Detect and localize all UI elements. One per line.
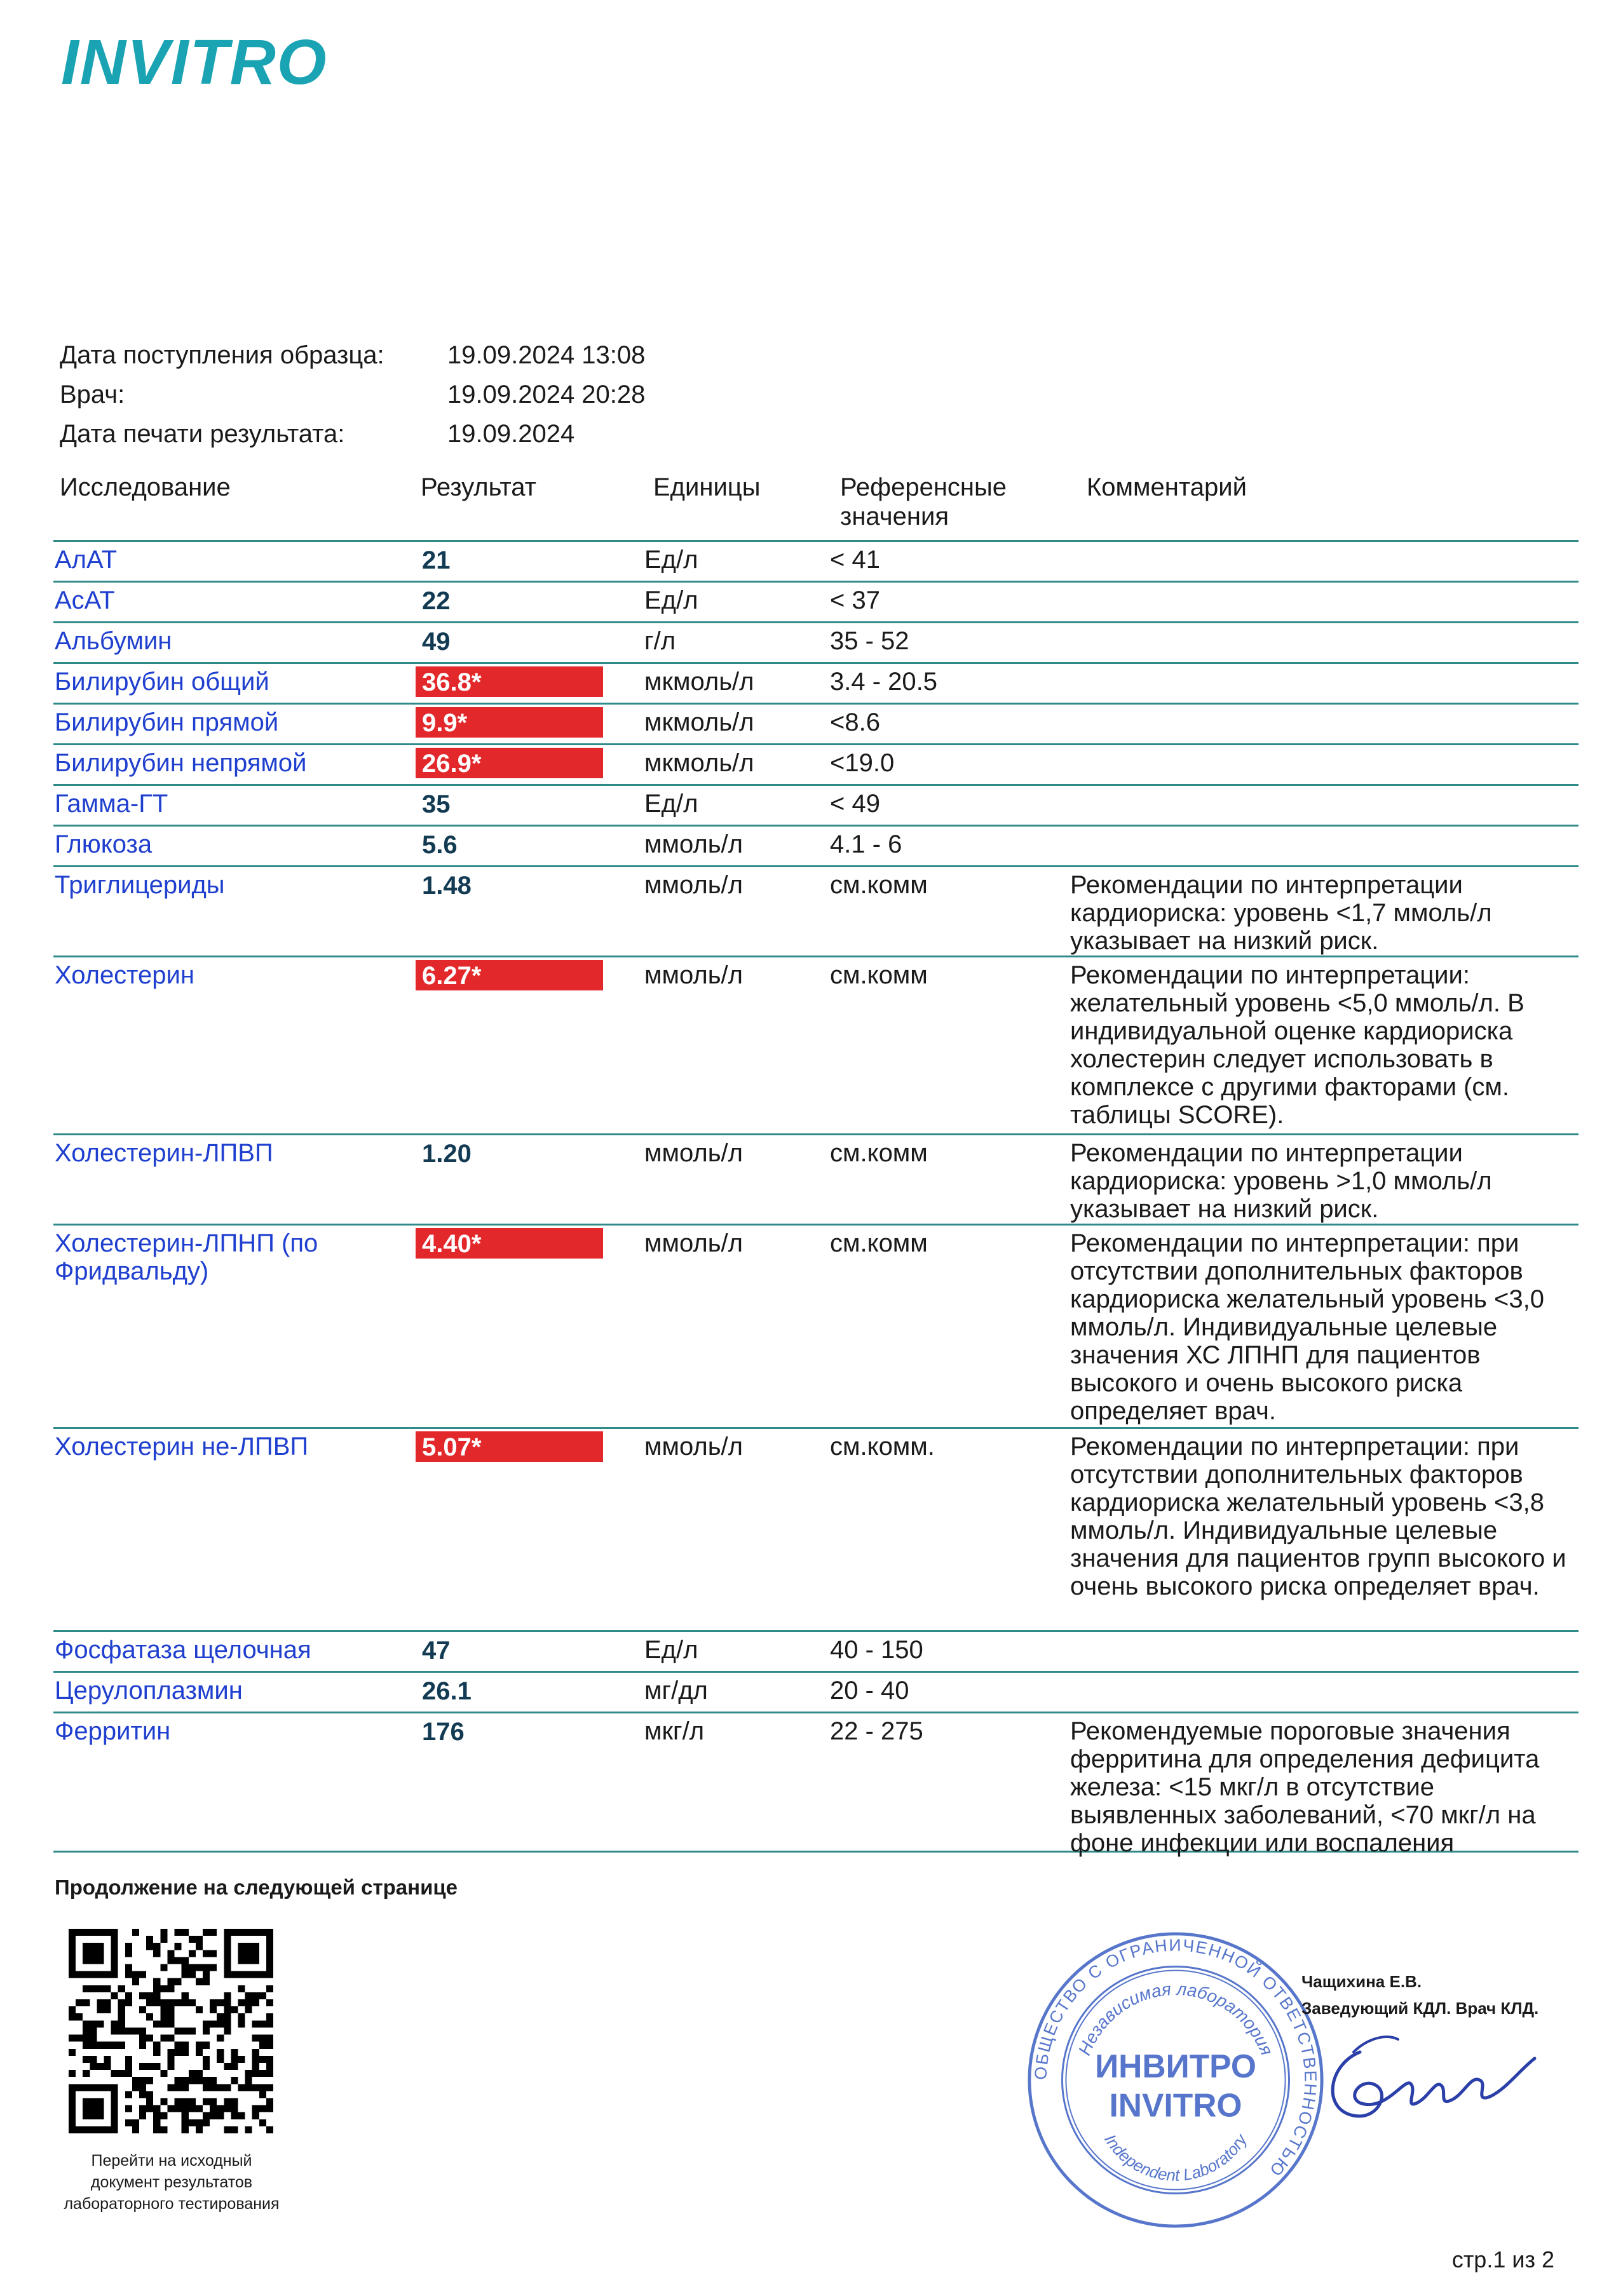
stamp-bottom-text: Independent Laboratory xyxy=(1101,2131,1251,2185)
meta-row xyxy=(60,414,645,454)
test-units: Ед/л xyxy=(644,586,698,614)
test-name: Триглицериды xyxy=(55,871,225,899)
test-comment: Рекомендации по интерпретации кардиориска: уровень <1,7 ммоль/л указывает на низкий риск. xyxy=(1070,871,1492,955)
table-row xyxy=(53,662,1579,703)
test-reference: 40 - 150 xyxy=(830,1636,923,1664)
table-row xyxy=(53,743,1579,784)
test-comment: Рекомендуемые пороговые значения ферритина для определения дефицита железа: <15 мкг/л в отсутствие выявленных заболеваний, <70 мкг/л на фоне инфекции или воспаления xyxy=(1070,1717,1540,1857)
test-reference: см.комм xyxy=(830,1229,928,1257)
test-result-flagged: 9.9* xyxy=(416,707,603,738)
sample-meta xyxy=(60,335,645,454)
test-units: ммоль/л xyxy=(644,830,743,858)
test-name: Глюкоза xyxy=(55,830,153,858)
test-units: ммоль/л xyxy=(644,1229,743,1257)
test-name: Холестерин-ЛПНП (по Фридвальду) xyxy=(55,1229,318,1285)
test-result: 22 xyxy=(422,587,451,615)
test-comment: Рекомендации по интерпретации кардиориска: уровень >1,0 ммоль/л указывает на низкий риск. xyxy=(1070,1139,1492,1223)
test-name: Билирубин непрямой xyxy=(55,749,307,777)
table-row xyxy=(53,1630,1579,1671)
test-reference: 4.1 - 6 xyxy=(830,830,902,858)
header-reference-line1: Референсные xyxy=(840,473,1007,501)
meta-row xyxy=(60,335,645,375)
table-row xyxy=(53,1712,1579,1857)
test-units: Ед/л xyxy=(644,1636,698,1664)
table-row xyxy=(53,956,1579,1133)
test-name: Билирубин прямой xyxy=(55,708,279,736)
continuation-note: Продолжение на следующей странице xyxy=(55,1875,458,1899)
meta-value: 19.09.2024 13:08 xyxy=(447,341,646,369)
table-row xyxy=(53,703,1579,743)
invitro-logo: INVITRO xyxy=(61,27,328,98)
table-header xyxy=(60,473,1579,536)
test-name: Билирубин общий xyxy=(55,668,269,696)
test-name: Холестерин-ЛПВП xyxy=(55,1139,273,1167)
stamp-center-line2: INVITRO xyxy=(1109,2086,1242,2124)
meta-label: Дата печати результата: xyxy=(60,420,345,448)
table-row xyxy=(53,540,1579,581)
header-units: Единицы xyxy=(653,473,761,501)
table-row xyxy=(53,621,1579,662)
test-result: 35 xyxy=(422,790,451,818)
test-name: Холестерин не-ЛПВП xyxy=(55,1433,309,1461)
table-row xyxy=(53,865,1579,956)
test-result: 49 xyxy=(422,628,451,656)
results-table xyxy=(53,540,1579,1857)
table-row xyxy=(53,1427,1579,1630)
test-name: Холестерин xyxy=(55,961,194,989)
meta-label: Врач: xyxy=(60,381,125,409)
handwritten-signature-icon xyxy=(1315,2014,1544,2141)
test-result-flagged: 36.8* xyxy=(416,666,603,697)
test-reference: 20 - 40 xyxy=(830,1677,909,1705)
table-row xyxy=(53,784,1579,825)
stamp-inner-text: Независимая лаборатория xyxy=(1074,1978,1277,2058)
header-reference xyxy=(840,473,1007,531)
test-units: ммоль/л xyxy=(644,1139,743,1167)
qr-caption xyxy=(44,2150,299,2215)
table-row xyxy=(53,825,1579,865)
table-row xyxy=(53,1133,1579,1224)
test-reference: 22 - 275 xyxy=(830,1717,923,1745)
test-comment: Рекомендации по интерпретации: при отсутствии дополнительных факторов кардиориска желательный уровень <3,0 ммоль/л. Индивидуальные целевые значения ХС ЛПНП для пациентов высокого и очень высокого риска определяет врач. xyxy=(1070,1229,1544,1425)
table-row xyxy=(53,581,1579,621)
test-comment: Рекомендации по интерпретации: желательный уровень <5,0 ммоль/л. В индивидуальной оценке кардиориска холестерин следует использовать в комплексе с другими факторами (см. таблицы SCORE). xyxy=(1070,961,1525,1129)
test-reference: см.комм. xyxy=(830,1433,935,1461)
table-row xyxy=(53,1671,1579,1712)
stamp-center-line1: ИНВИТРО xyxy=(1095,2048,1256,2085)
qr-caption-line: документ результатов xyxy=(90,2173,253,2191)
test-reference: < 41 xyxy=(830,546,880,574)
signer-name: Чащихина Е.В. xyxy=(1301,1972,1422,1991)
test-reference: 3.4 - 20.5 xyxy=(830,668,938,696)
test-units: мкг/л xyxy=(644,1717,705,1745)
meta-value: 19.09.2024 20:28 xyxy=(447,381,646,409)
test-units: г/л xyxy=(644,627,676,655)
test-result: 5.6 xyxy=(422,831,458,859)
qr-code-icon[interactable] xyxy=(69,1929,273,2133)
qr-caption-line: Перейти на исходный xyxy=(91,2152,252,2170)
test-reference: <19.0 xyxy=(830,749,895,777)
test-units: ммоль/л xyxy=(644,1433,743,1461)
test-result: 21 xyxy=(422,546,451,574)
qr-caption-line: лабораторного тестирования xyxy=(64,2195,280,2213)
test-units: ммоль/л xyxy=(644,871,743,899)
test-reference: < 49 xyxy=(830,790,880,818)
test-result: 1.48 xyxy=(422,872,472,900)
test-name: Ферритин xyxy=(55,1717,171,1745)
header-reference-line2: значения xyxy=(840,503,949,530)
test-name: Фосфатаза щелочная xyxy=(55,1636,311,1664)
test-result-flagged: 26.9* xyxy=(416,748,603,778)
test-result: 176 xyxy=(422,1718,465,1746)
test-result-flagged: 6.27* xyxy=(416,960,603,990)
test-units: мкмоль/л xyxy=(644,749,754,777)
stamp-outer-text: ОБЩЕСТВО С ОГРАНИЧЕННОЙ ОТВЕТСТВЕННОСТЬЮ xyxy=(1031,1935,1321,2181)
test-name: Гамма-ГТ xyxy=(55,790,168,818)
test-units: Ед/л xyxy=(644,546,698,574)
meta-value: 19.09.2024 xyxy=(447,420,575,448)
test-reference: см.комм xyxy=(830,961,928,989)
header-comment: Комментарий xyxy=(1087,473,1247,501)
test-units: Ед/л xyxy=(644,790,698,818)
test-reference: < 37 xyxy=(830,586,880,614)
lab-stamp-icon xyxy=(1024,1929,1327,2231)
test-reference: см.комм xyxy=(830,1139,928,1167)
test-reference: см.комм xyxy=(830,871,928,899)
test-units: ммоль/л xyxy=(644,961,743,989)
table-row xyxy=(53,1224,1579,1427)
test-result-flagged: 4.40* xyxy=(416,1228,603,1259)
test-result: 1.20 xyxy=(422,1140,472,1168)
test-result-flagged: 5.07* xyxy=(416,1431,603,1462)
test-units: мкмоль/л xyxy=(644,708,754,736)
page-number: стр.1 из 2 xyxy=(1451,2246,1554,2272)
signer-position: Заведующий КДЛ. Врач КЛД. xyxy=(1301,1999,1539,2018)
test-reference: 35 - 52 xyxy=(830,627,909,655)
meta-row xyxy=(60,375,645,414)
test-result: 26.1 xyxy=(422,1677,472,1705)
test-units: мг/дл xyxy=(644,1677,708,1705)
test-name: АлАТ xyxy=(55,546,118,574)
meta-label: Дата поступления образца: xyxy=(60,341,384,369)
test-units: мкмоль/л xyxy=(644,668,754,696)
test-name: Альбумин xyxy=(55,627,172,655)
header-test: Исследование xyxy=(60,473,231,501)
test-result: 47 xyxy=(422,1637,451,1665)
header-result: Результат xyxy=(421,473,536,501)
test-reference: <8.6 xyxy=(830,708,880,736)
test-comment: Рекомендации по интерпретации: при отсутствии дополнительных факторов кардиориска желательный уровень <3,8 ммоль/л. Индивидуальные целевые значения для пациентов групп высокого и очень высокого риска определяет врач. xyxy=(1070,1433,1566,1600)
test-name: Церулоплазмин xyxy=(55,1677,243,1705)
test-name: АсАТ xyxy=(55,586,115,614)
